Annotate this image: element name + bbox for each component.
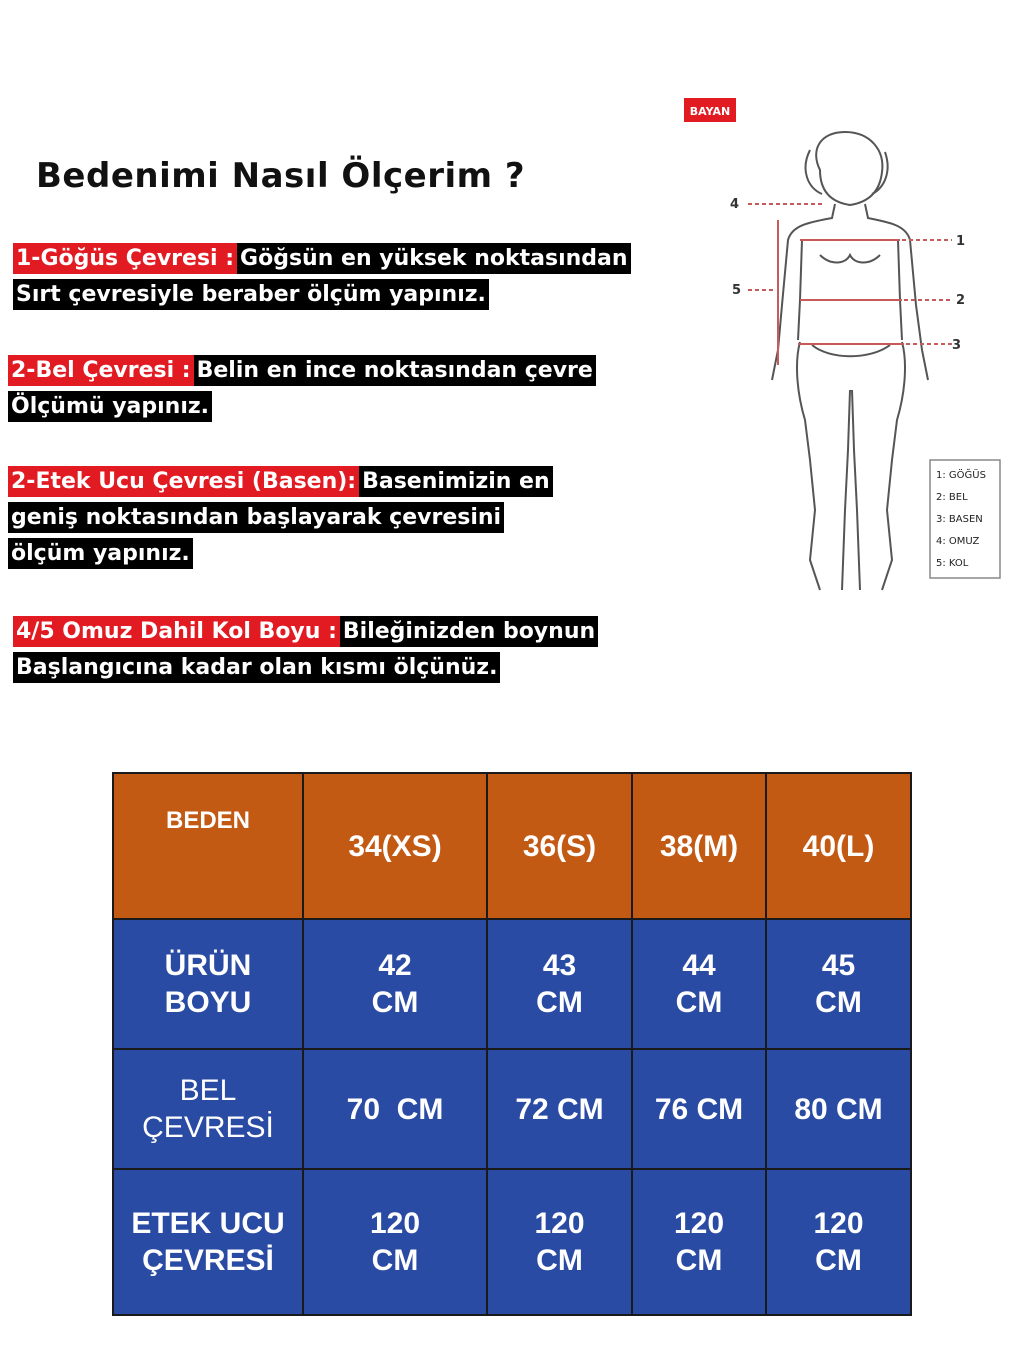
table-cell bbox=[487, 1169, 632, 1315]
marker-4: 4 bbox=[730, 197, 740, 212]
legend-item: 1: GÖĞÜS bbox=[936, 470, 986, 481]
table-row-product-length bbox=[113, 919, 911, 1049]
instruction-arm-length bbox=[13, 614, 598, 686]
table-cell bbox=[303, 1169, 487, 1315]
table-cell bbox=[766, 919, 911, 1049]
marker-2: 2 bbox=[956, 293, 966, 308]
table-row-waist bbox=[113, 1049, 911, 1169]
cell-unit: CM bbox=[371, 1244, 419, 1277]
table-cell: 72 CM bbox=[487, 1049, 632, 1169]
cell-unit: CM bbox=[675, 986, 723, 1019]
female-body-diagram bbox=[660, 90, 1010, 620]
cell-value: 120 bbox=[534, 1207, 585, 1240]
cell-unit: CM bbox=[815, 986, 862, 1019]
header-size-l: 40(L) bbox=[766, 773, 911, 919]
table-cell bbox=[766, 1169, 911, 1315]
row-label-line: ETEK UCU bbox=[131, 1207, 285, 1240]
legend-item: 2: BEL bbox=[936, 492, 968, 503]
instruction-text: Bileğinizden boynun bbox=[340, 616, 598, 647]
instruction-hip bbox=[8, 464, 553, 572]
instruction-text: Başlangıcına kadar olan kısmı ölçünüz. bbox=[13, 652, 500, 683]
table-cell: 70 CM bbox=[303, 1049, 487, 1169]
instruction-text: Basenimizin en bbox=[359, 466, 553, 497]
instruction-text: Ölçümü yapınız. bbox=[8, 391, 212, 422]
header-size-m: 38(M) bbox=[632, 773, 766, 919]
page-title: Bedenimi Nasıl Ölçerim ? bbox=[36, 156, 526, 196]
table-row-hem bbox=[113, 1169, 911, 1315]
body-measurement-figure bbox=[660, 90, 1010, 620]
instruction-waist bbox=[8, 353, 596, 425]
cell-unit: CM bbox=[815, 1244, 862, 1277]
row-label-line: ÇEVRESİ bbox=[142, 1111, 274, 1144]
marker-5: 5 bbox=[732, 283, 742, 298]
header-size-s: 36(S) bbox=[487, 773, 632, 919]
body-outline bbox=[772, 132, 928, 590]
cell-unit: CM bbox=[371, 986, 419, 1019]
cell-unit: CM bbox=[536, 1244, 583, 1277]
header-size-label: BEDEN bbox=[113, 773, 303, 919]
instruction-text: Sırt çevresiyle beraber ölçüm yapınız. bbox=[13, 279, 489, 310]
size-table bbox=[112, 772, 912, 1316]
table-cell: 80 CM bbox=[766, 1049, 911, 1169]
cell-unit: CM bbox=[675, 1244, 723, 1277]
legend-item: 3: BASEN bbox=[936, 514, 983, 525]
table-cell bbox=[632, 919, 766, 1049]
table-cell bbox=[487, 919, 632, 1049]
table-header-row bbox=[113, 773, 911, 919]
instruction-label: 4/5 Omuz Dahil Kol Boyu : bbox=[13, 616, 340, 647]
badge-text: BAYAN bbox=[689, 105, 731, 118]
marker-1: 1 bbox=[956, 234, 966, 249]
instruction-label: 2-Etek Ucu Çevresi (Basen): bbox=[8, 466, 359, 497]
instruction-label: 2-Bel Çevresi : bbox=[8, 355, 194, 386]
cell-value: 120 bbox=[369, 1207, 421, 1240]
row-label bbox=[113, 1169, 303, 1315]
cell-value: 42 bbox=[378, 949, 412, 982]
instruction-text: Belin en ince noktasından çevre bbox=[194, 355, 596, 386]
row-label bbox=[113, 1049, 303, 1169]
header-size-xs: 34(XS) bbox=[303, 773, 487, 919]
measure-markers bbox=[730, 197, 965, 353]
instruction-chest bbox=[13, 241, 631, 313]
legend-item: 5: KOL bbox=[936, 558, 969, 569]
cell-value: 120 bbox=[813, 1207, 864, 1240]
instruction-label: 1-Göğüs Çevresi : bbox=[13, 243, 237, 274]
instruction-text: ölçüm yapınız. bbox=[8, 538, 193, 569]
row-label-line: ÇEVRESİ bbox=[142, 1244, 274, 1277]
cell-value: 120 bbox=[673, 1207, 725, 1240]
row-label bbox=[113, 919, 303, 1049]
cell-unit: CM bbox=[536, 986, 583, 1019]
cell-value: 43 bbox=[542, 949, 577, 982]
cell-value: 45 bbox=[821, 949, 856, 982]
row-label-line: BEL bbox=[179, 1074, 237, 1107]
cell-value: 44 bbox=[682, 949, 716, 982]
instruction-text: geniş noktasından başlayarak çevresini bbox=[8, 502, 504, 533]
row-label-line: BOYU bbox=[164, 986, 252, 1019]
marker-3: 3 bbox=[952, 338, 962, 353]
legend-item: 4: OMUZ bbox=[936, 536, 980, 547]
row-label-line: ÜRÜN bbox=[164, 949, 252, 982]
instruction-text: Göğsün en yüksek noktasından bbox=[237, 243, 631, 274]
table-cell bbox=[632, 1169, 766, 1315]
table-cell bbox=[303, 919, 487, 1049]
table-cell: 76 CM bbox=[632, 1049, 766, 1169]
